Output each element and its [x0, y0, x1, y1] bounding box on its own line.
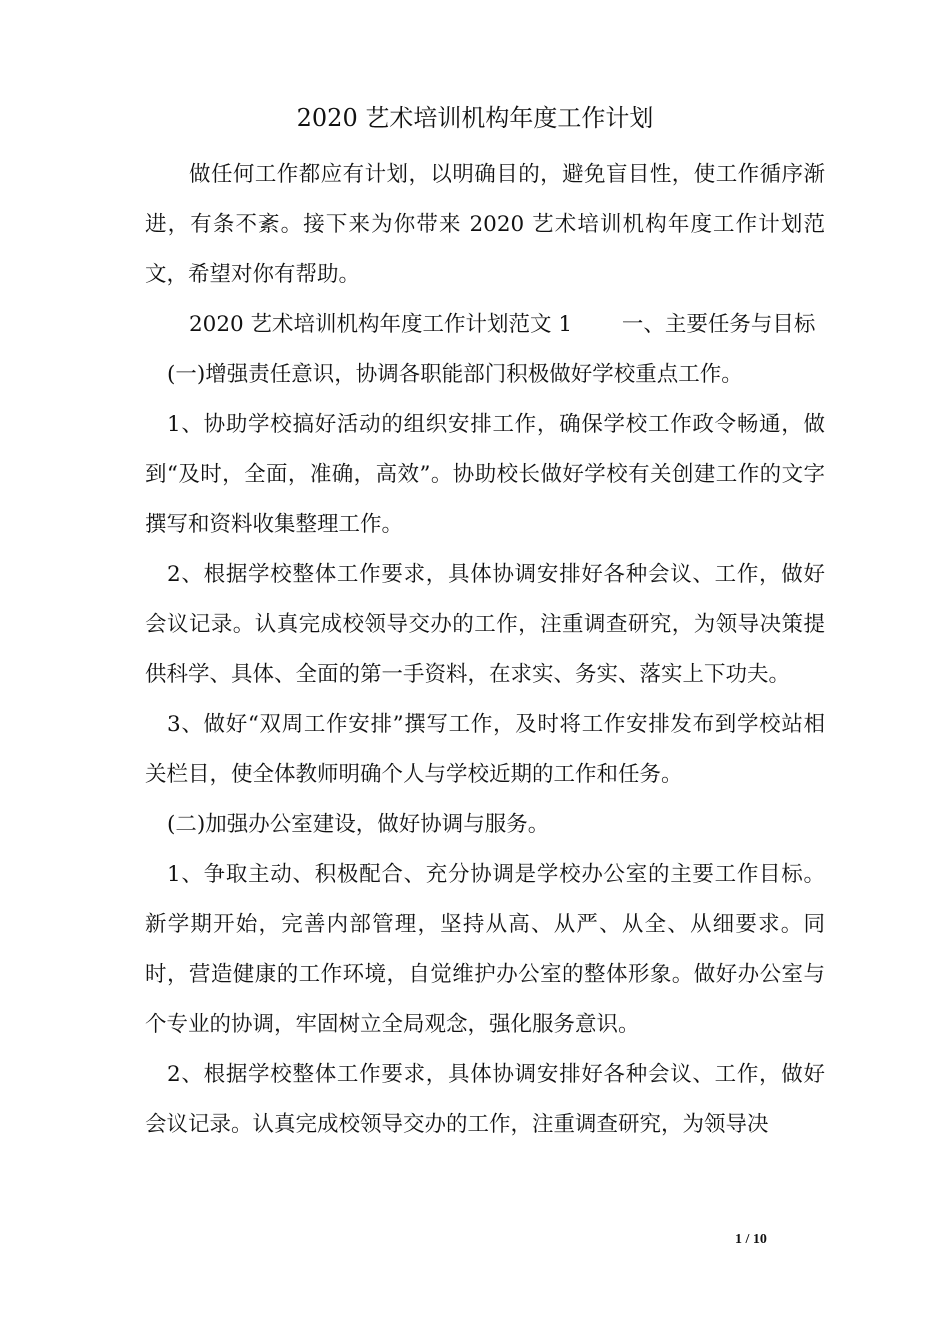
document-title: 2020 艺术培训机构年度工作计划	[296, 104, 654, 132]
subsection-heading-2: (二)加强办公室建设，做好协调与服务。	[167, 812, 550, 837]
intro-paragraph: 做任何工作都应有计划，以明确目的，避免盲目性，使工作循序渐进，有条不紊。接下来为你带来 2020 艺术培训机构年度工作计划范文，希望对你有帮助。	[145, 162, 825, 287]
item-paragraph-5: 2、根据学校整体工作要求，具体协调安排好各种会议、工作，做好会议记录。认真完成校领导交办的工作，注重调查研究，为领导决	[145, 1062, 825, 1137]
item-paragraph-2: 2、根据学校整体工作要求，具体协调安排好各种会议、工作，做好会议记录。认真完成校领导交办的工作，注重调查研究，为领导决策提供科学、具体、全面的第一手资料，在求实、务实、落实上下功夫。	[145, 562, 825, 687]
item-paragraph-4: 1、争取主动、积极配合、充分协调是学校办公室的主要工作目标。新学期开始，完善内部管理，坚持从高、从严、从全、从细要求。同时，营造健康的工作环境，自觉维护办公室的整体形象。做好办公室与个专业的协调，牢固树立全局观念，强化服务意识。	[145, 862, 825, 1037]
item-paragraph-3: 3、做好“双周工作安排”撰写工作，及时将工作安排发布到学校站相关栏目，使全体教师明确个人与学校近期的工作和任务。	[145, 712, 825, 787]
document-body	[145, 150, 825, 1150]
subsection-heading-1: (一)增强责任意识，协调各职能部门积极做好学校重点工作。	[167, 362, 743, 387]
item-paragraph-1: 1、协助学校搞好活动的组织安排工作，确保学校工作政令畅通，做到“及时，全面，准确，高效”。协助校长做好学校有关创建工作的文字撰写和资料收集整理工作。	[145, 412, 825, 537]
page-number: 1 / 10	[735, 1232, 767, 1247]
section-heading-paragraph: 2020 艺术培训机构年度工作计划范文 1 一、主要任务与目标	[189, 312, 816, 337]
